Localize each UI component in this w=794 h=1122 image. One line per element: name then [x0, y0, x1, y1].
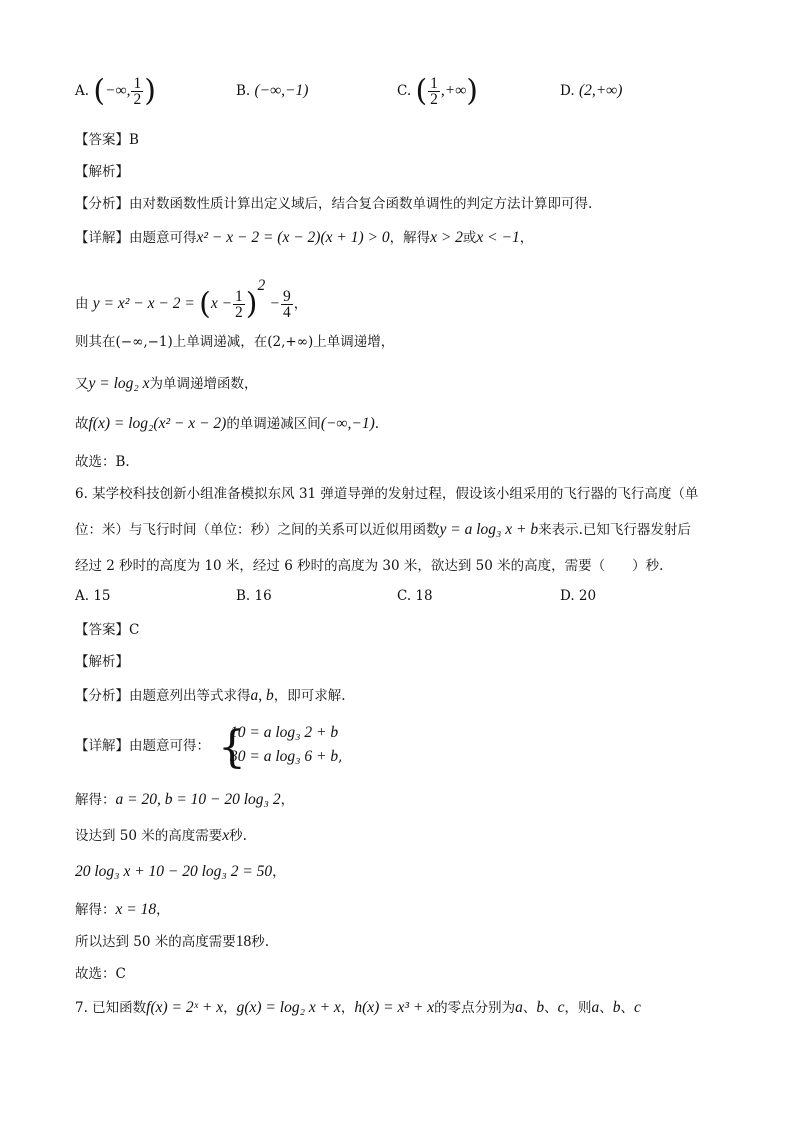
q5-xiangjie-end: ， [519, 230, 534, 246]
q7-c: c [557, 999, 565, 1016]
q7-g-math: g(x) = log₂ x + x [236, 999, 341, 1016]
q6-fenxi-post: ，即可求解. [273, 688, 346, 704]
q7-dun3: 、 [599, 1000, 613, 1016]
q6-set-math: x [222, 827, 230, 844]
q5-option-a-label: A. [75, 83, 90, 99]
q6-conclusion-num: 18 [235, 933, 252, 950]
q5-gu-math: f(x) = log₂(x² − x − 2) [88, 415, 227, 432]
q5-option-a [75, 73, 156, 109]
q5-xiangjie-mid: ，解得 [389, 230, 431, 246]
q6-stem-line2-math: y = a log₃ x + b [439, 521, 539, 538]
q5-answer: 【答案】B [75, 132, 139, 148]
right-paren: ) [466, 73, 479, 109]
q6-fenxi [75, 686, 346, 706]
q5-option-d-label: D. [560, 83, 575, 99]
left-brace: { [218, 722, 246, 773]
q5-option-b-label: B. [236, 83, 251, 99]
q5-xiangjie-math: x² − x − 2 = (x − 2)(x + 1) > 0 [196, 229, 390, 246]
q6-equation-math: 20 log₃ x + 10 − 20 log₃ 2 = 50 [75, 863, 273, 880]
q5-gu-mid: 的单调递减区间 [226, 416, 321, 432]
q5-you-math: y = x² − x − 2 = [92, 295, 195, 312]
q5-jiexi: 【解析】 [75, 164, 129, 180]
q6-stem-line2-post: 来表示.已知飞行器发射后 [538, 522, 691, 538]
q6-jiede2-end: ， [156, 902, 170, 918]
q5-option-d [560, 82, 622, 100]
q6-stem-line2-pre: 位：米）与飞行时间（单位：秒）之间的关系可以近似用函数 [75, 522, 440, 538]
q5-guxuan: 故选：B. [75, 454, 130, 470]
q5-option-c [397, 73, 479, 109]
q5-gu-end: . [374, 416, 380, 432]
q6-jiede2-pre: 解得： [75, 902, 116, 918]
q6-xiangjie-prefix: 【详解】由题意可得： [75, 738, 210, 754]
q6-stem-line1: 6. 某学校科技创新小组准备模拟东风 31 弹道导弹的发射过程，假设该小组采用的飞行器的飞行高度（单 [75, 486, 699, 502]
left-paren: ( [415, 73, 428, 109]
q5-xiangjie-cond1: x > 2 [430, 229, 463, 246]
q7-stem [75, 998, 641, 1018]
q6-conclusion-pre: 所以达到 50 米的高度需要 [75, 934, 236, 950]
q7-f-math: f(x) = 2ˣ + x [146, 999, 224, 1016]
q5-gu-interval: (−∞,−1) [320, 415, 375, 432]
q6-equation-end: ， [272, 864, 286, 880]
q6-stem-line3: 经过 2 秒时的高度为 10 米，经过 6 秒时的高度为 30 米，欲达到 50 米的高度，需要（ ）秒. [75, 558, 664, 574]
q6-set-post: 秒. [229, 828, 247, 844]
q6-set [75, 826, 247, 846]
q6-jiede1-math: a = 20, b = 10 − 20 log₃ 2 [115, 791, 281, 808]
q6-set-pre: 设达到 50 米的高度需要 [75, 828, 223, 844]
q6-jiexi: 【解析】 [75, 654, 129, 670]
q6-jiede1 [75, 790, 294, 810]
q5-log-math: y = log₂ x [88, 375, 150, 392]
x-minus: x − [210, 295, 233, 312]
q5-log-suffix: 为单调递增函数， [149, 376, 258, 392]
q7-a: a [515, 999, 523, 1016]
q6-option-c: C. 18 [397, 588, 433, 604]
q5-gu-line [75, 414, 379, 434]
q5-fenxi: 【分析】由对数函数性质计算出定义域后，结合复合函数单调性的判定方法计算即可得. [75, 196, 593, 212]
q7-mid: 的零点分别为 [434, 1000, 516, 1016]
q5-you-line: 由 y = x² − x − 2 = (x − $\frac{1}{2}$ )$^2$ − $\frac{9}{4}$ ， [75, 277, 308, 322]
q6-system-eq1: 10 = a log₃ 2 + b [230, 724, 339, 741]
q6-stem-line2 [75, 520, 691, 540]
q7-b: b [536, 999, 545, 1016]
fraction-half: $\frac{1}{2}$ [133, 75, 142, 108]
q7-a2: a [591, 999, 600, 1016]
q5-gu-prefix: 故 [75, 416, 89, 432]
q6-fenxi-pre: 【分析】由题意列出等式求得 [75, 688, 251, 704]
q5-xiangjie [75, 228, 533, 248]
left-paren: ( [199, 286, 211, 322]
q5-xiangjie-cond2: x < −1 [476, 229, 520, 246]
q6-answer: 【答案】C [75, 622, 140, 638]
q7-c2: c [633, 999, 641, 1016]
q7-ze: ，则 [564, 1000, 592, 1016]
q7-pre: 7. 已知函数 [75, 1000, 147, 1016]
q5-option-c-label: C. [397, 83, 412, 99]
q6-guxuan: 故选：C [75, 966, 126, 982]
q7-sep2: ， [340, 1000, 355, 1016]
q5-option-a-math: −∞, [105, 82, 131, 99]
q7-sep1: ， [223, 1000, 237, 1016]
left-paren: ( [93, 73, 106, 109]
q7-dun4: 、 [620, 1000, 634, 1016]
q5-option-c-math: ,+∞ [440, 82, 467, 99]
q5-dec-line: 则其在(−∞,−1)上单调递减，在(2,+∞)上单调递增， [75, 334, 395, 350]
q6-jiede1-pre: 解得： [75, 792, 116, 808]
q6-option-a: A. 15 [75, 588, 111, 604]
q7-h-math: h(x) = x³ + x [354, 999, 435, 1016]
q5-you-prefix: 由 [75, 296, 89, 312]
q5-log-line [75, 374, 258, 394]
q6-option-b: B. 16 [236, 588, 272, 604]
right-paren: ) [144, 73, 156, 109]
fraction-half: $\frac{1}{2}$ [235, 288, 243, 321]
q6-jiede2 [75, 900, 170, 920]
q5-option-b-math: (−∞,−1) [254, 82, 309, 99]
q6-system-eq2: 30 = a log₃ 6 + b [230, 748, 339, 765]
q7-b2: b [612, 999, 621, 1016]
q5-log-prefix: 又 [75, 376, 89, 392]
q6-option-d: D. 20 [560, 588, 597, 604]
q5-option-b [236, 82, 308, 100]
right-paren: ) [245, 286, 258, 322]
q6-jiede2-math: x = 18 [115, 901, 157, 918]
q6-fenxi-math: a, b [250, 687, 274, 704]
q5-xiangjie-prefix: 【详解】由题意可得 [75, 230, 197, 246]
q7-dun2: 、 [544, 1000, 558, 1016]
q6-conclusion-post: 秒. [251, 934, 270, 950]
q5-xiangjie-or: 或 [462, 230, 477, 246]
q5-option-d-math: (2,+∞) [578, 82, 623, 99]
q5-you-tail: − [269, 295, 281, 312]
fraction-nine-fourths: $\frac{9}{4}$ [283, 288, 291, 321]
q6-system-eq2-wrap [230, 748, 342, 766]
q6-equation [75, 862, 286, 882]
q6-conclusion [75, 932, 269, 952]
q6-jiede1-end: ， [280, 792, 295, 808]
q6-system-end: , [338, 749, 343, 765]
fraction-half: $\frac{1}{2}$ [430, 75, 438, 108]
q7-dun1: 、 [522, 1000, 537, 1016]
